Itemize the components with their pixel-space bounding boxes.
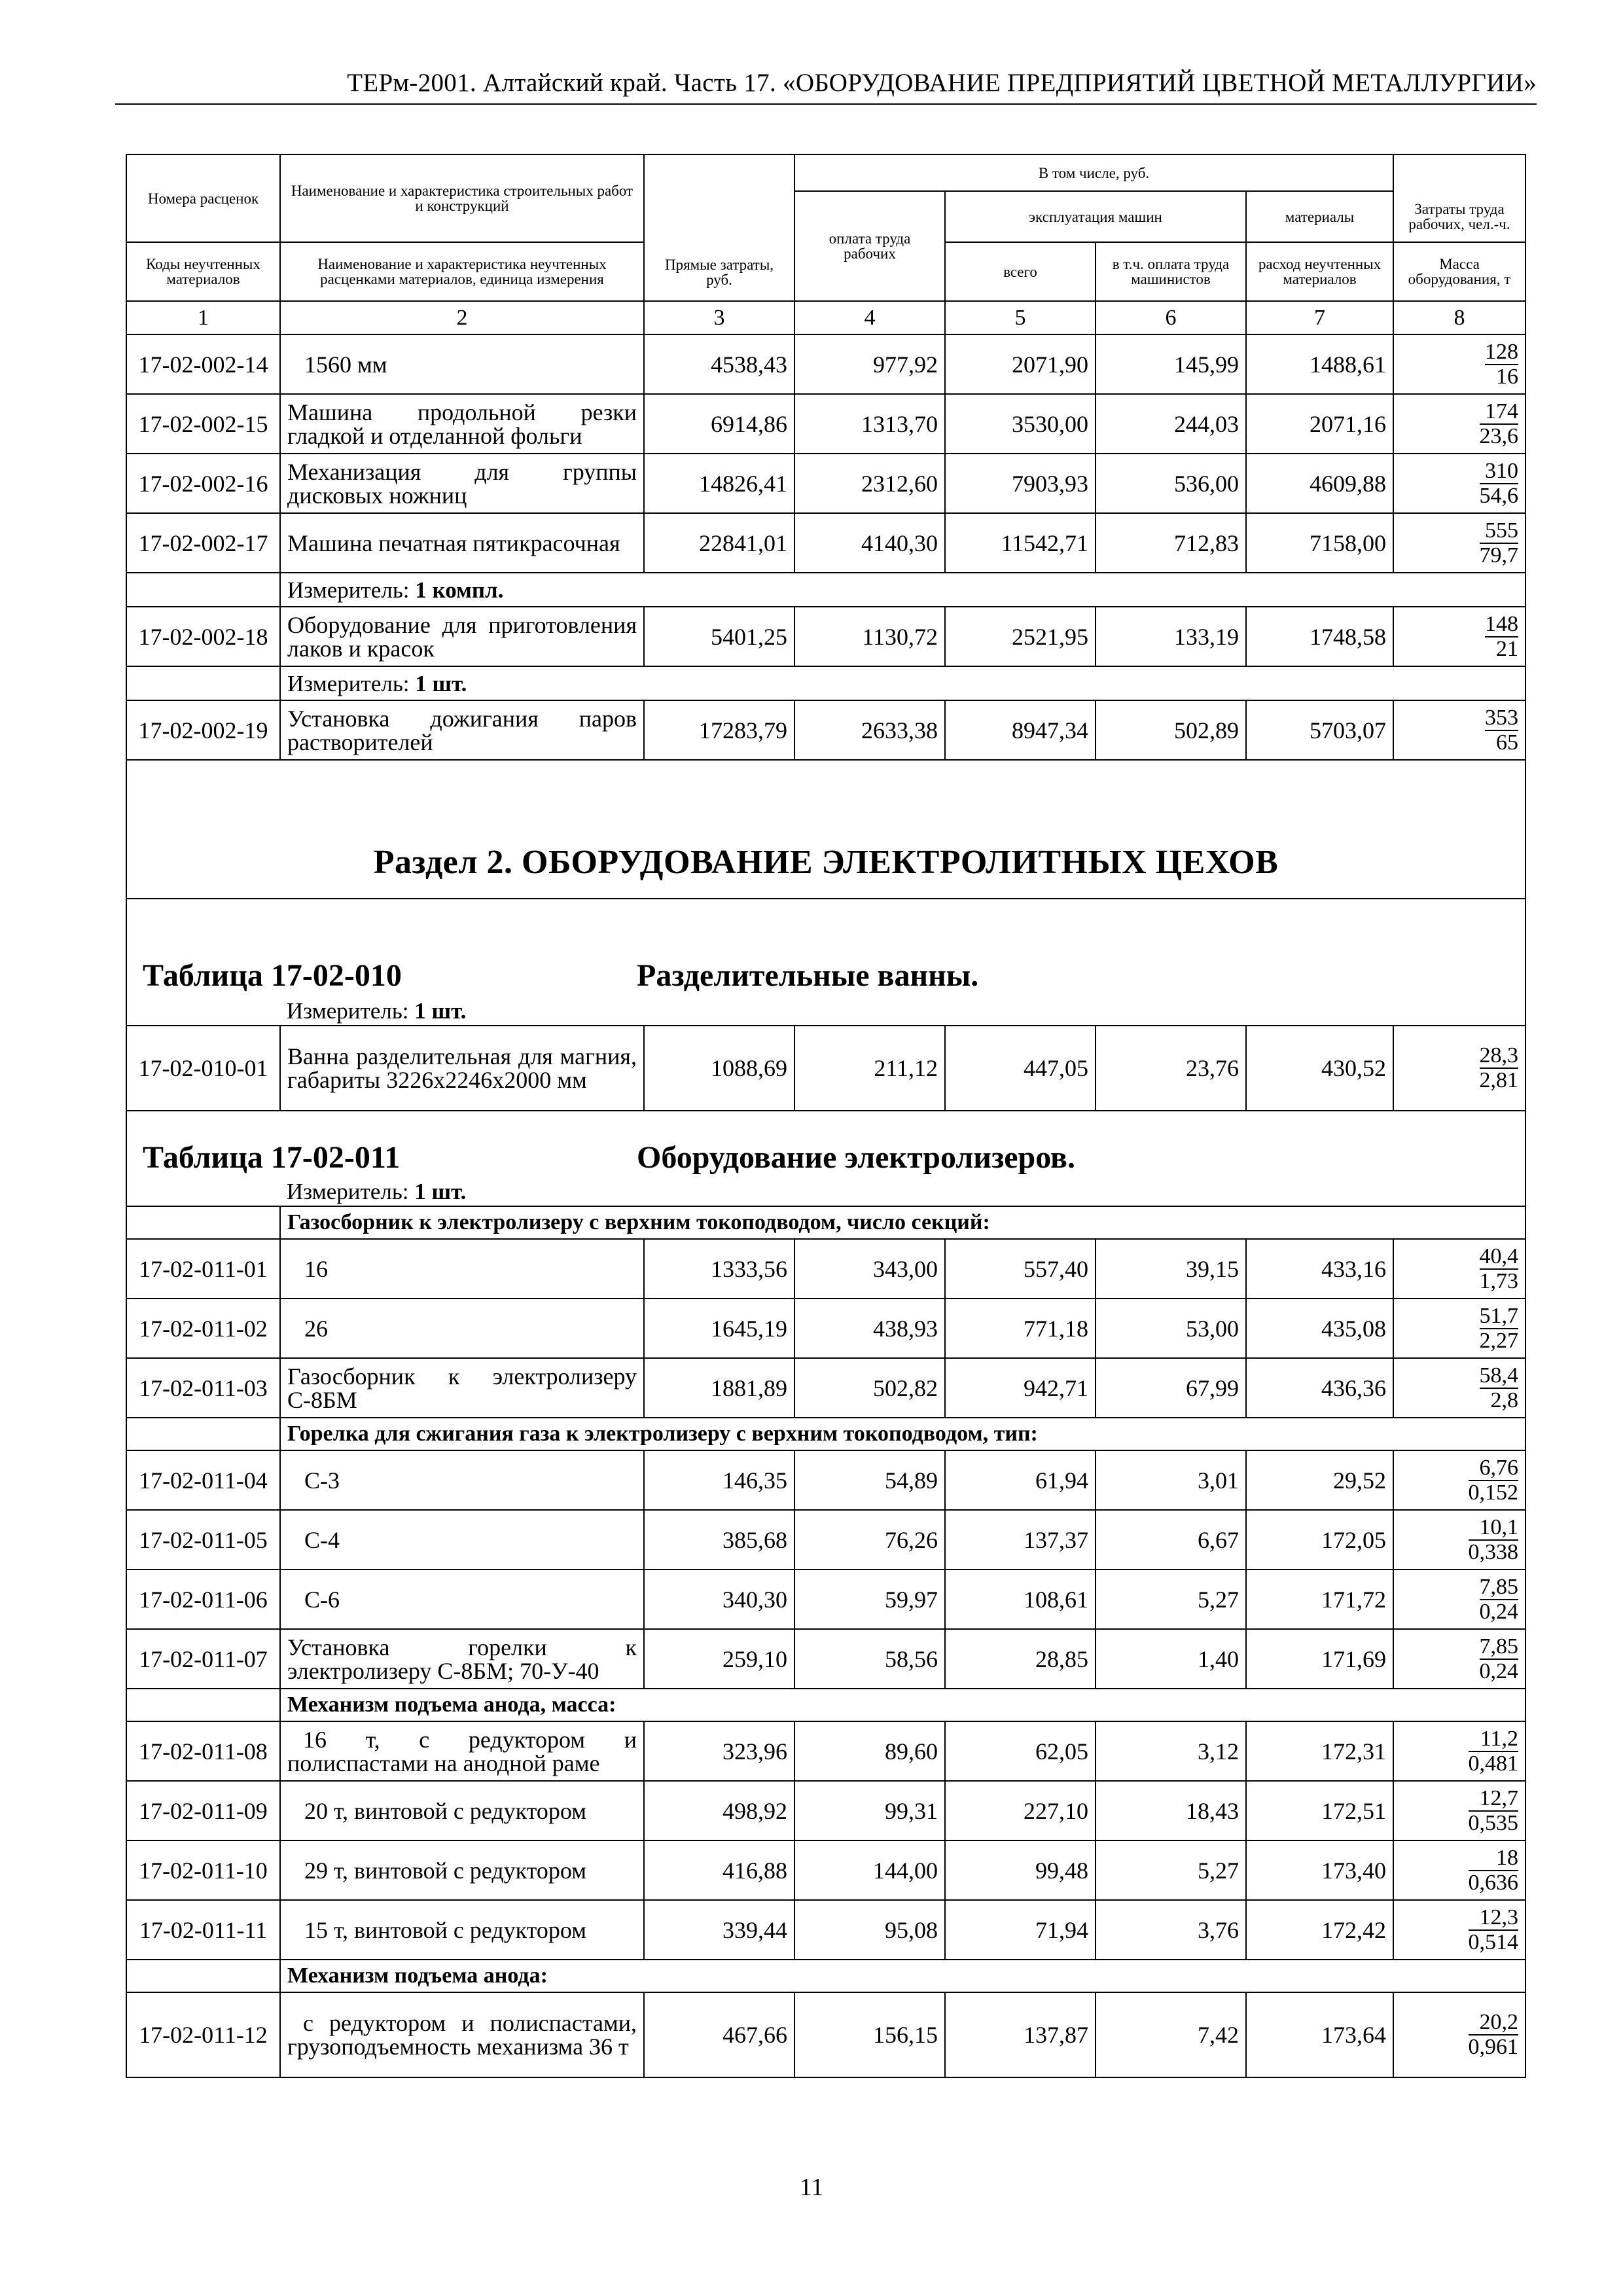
rate-name: 26 <box>280 1299 644 1358</box>
operators-cost: 53,00 <box>1096 1299 1246 1358</box>
direct-cost: 416,88 <box>644 1840 794 1900</box>
machines-cost: 2521,95 <box>945 607 1096 666</box>
equipment-mass: 0,24 <box>1479 1659 1519 1683</box>
machines-cost: 137,37 <box>945 1510 1096 1570</box>
col4-header: оплата труда рабочих <box>794 191 945 301</box>
equipment-mass: 0,535 <box>1468 1810 1519 1835</box>
empty-cell <box>126 573 280 607</box>
table-heading <box>126 1111 1525 1177</box>
labor-hours: 12,7 <box>1469 1787 1519 1812</box>
labor-hours: 10,1 <box>1469 1516 1519 1541</box>
rate-code: 17-02-011-01 <box>126 1239 280 1299</box>
measure-value: 1 шт. <box>415 670 467 696</box>
col8-header-b: Масса оборудования, т <box>1393 242 1525 301</box>
table-row <box>126 1239 1525 1299</box>
equipment-mass: 79,7 <box>1479 543 1519 567</box>
rate-name: 20 т, винтовой с редуктором <box>280 1781 644 1840</box>
measure-label: Измеритель: <box>287 1179 415 1204</box>
rate-name: 1560 мм <box>280 334 644 394</box>
labor-mass <box>1393 1450 1525 1510</box>
section-title: Раздел 2. ОБОРУДОВАНИЕ ЭЛЕКТРОЛИТНЫХ ЦЕХОВ <box>126 760 1525 899</box>
equipment-mass: 2,27 <box>1479 1328 1519 1353</box>
labor-cost: 156,15 <box>794 1992 945 2077</box>
empty-cell <box>126 1177 280 1206</box>
rate-code: 17-02-002-15 <box>126 394 280 454</box>
table-row <box>126 607 1525 666</box>
rate-code: 17-02-011-02 <box>126 1299 280 1358</box>
col-number: 6 <box>1096 301 1246 334</box>
rate-name: Машина продольной резки гладкой и отделанной фольги <box>280 394 644 454</box>
table-row <box>126 1900 1525 1960</box>
labor-hours: 148 <box>1485 611 1519 636</box>
equipment-mass: 2,81 <box>1479 1068 1519 1092</box>
labor-mass <box>1393 334 1525 394</box>
labor-hours: 7,85 <box>1479 1574 1519 1599</box>
labor-hours: 6,76 <box>1469 1457 1519 1481</box>
labor-mass <box>1393 700 1525 760</box>
rate-code: 17-02-002-18 <box>126 607 280 666</box>
labor-cost: 89,60 <box>794 1721 945 1781</box>
materials-cost: 171,69 <box>1246 1629 1393 1689</box>
machines-cost: 28,85 <box>945 1629 1096 1689</box>
labor-cost: 2633,38 <box>794 700 945 760</box>
equipment-mass: 0,481 <box>1468 1751 1519 1776</box>
machines-cost: 557,40 <box>945 1239 1096 1299</box>
labor-mass <box>1393 1900 1525 1960</box>
rate-code: 17-02-011-08 <box>126 1721 280 1781</box>
operators-cost: 3,12 <box>1096 1721 1246 1781</box>
rate-name: С-4 <box>280 1510 644 1570</box>
rate-code: 17-02-002-14 <box>126 334 280 394</box>
labor-mass <box>1393 1239 1525 1299</box>
table-row <box>126 1721 1525 1781</box>
materials-cost: 29,52 <box>1246 1450 1393 1510</box>
operators-cost: 5,27 <box>1096 1570 1246 1629</box>
table-title: Разделительные ванны. <box>637 958 979 993</box>
rates-table <box>126 154 1526 2078</box>
table-row <box>126 1629 1525 1689</box>
rate-code: 17-02-011-09 <box>126 1781 280 1840</box>
labor-mass <box>1393 394 1525 454</box>
machines-cost: 7903,93 <box>945 454 1096 513</box>
rate-code: 17-02-011-03 <box>126 1358 280 1418</box>
table-row <box>126 1840 1525 1900</box>
direct-cost: 323,96 <box>644 1721 794 1781</box>
direct-cost: 146,35 <box>644 1450 794 1510</box>
labor-hours: 11,2 <box>1469 1728 1519 1752</box>
machines-cost: 2071,90 <box>945 334 1096 394</box>
rate-name: С-6 <box>280 1570 644 1629</box>
labor-cost: 58,56 <box>794 1629 945 1689</box>
machines-cost: 71,94 <box>945 1900 1096 1960</box>
table-row <box>126 394 1525 454</box>
operators-cost: 133,19 <box>1096 607 1246 666</box>
machines-cost: 62,05 <box>945 1721 1096 1781</box>
labor-hours: 58,4 <box>1479 1363 1519 1388</box>
materials-cost: 5703,07 <box>1246 700 1393 760</box>
col8-header-top <box>1393 154 1525 191</box>
materials-header: материалы <box>1246 191 1393 242</box>
equipment-mass: 0,636 <box>1468 1870 1519 1895</box>
labor-cost: 1313,70 <box>794 394 945 454</box>
measure-label: Измеритель: <box>287 670 416 696</box>
machines-cost: 942,71 <box>945 1358 1096 1418</box>
labor-cost: 211,12 <box>794 1026 945 1111</box>
labor-mass <box>1393 1992 1525 2077</box>
operators-cost: 244,03 <box>1096 394 1246 454</box>
col2-header-b: Наименование и характеристика неучтенных расценками материалов, единица измерения <box>280 242 644 301</box>
col8-header-a: Затраты труда рабочих, чел.-ч. <box>1393 191 1525 242</box>
direct-cost: 385,68 <box>644 1510 794 1570</box>
table-row <box>126 1358 1525 1418</box>
labor-cost: 502,82 <box>794 1358 945 1418</box>
rate-name: Установка горелки к электролизеру С-8БМ; 70-У-40 <box>280 1629 644 1689</box>
materials-cost: 2071,16 <box>1246 394 1393 454</box>
labor-mass <box>1393 1299 1525 1358</box>
rate-code: 17-02-011-10 <box>126 1840 280 1900</box>
rate-code: 17-02-011-05 <box>126 1510 280 1570</box>
rate-name: Оборудование для приготовления лаков и красок <box>280 607 644 666</box>
operators-cost: 5,27 <box>1096 1840 1246 1900</box>
labor-mass <box>1393 1570 1525 1629</box>
direct-cost: 1645,19 <box>644 1299 794 1358</box>
operators-cost: 502,89 <box>1096 700 1246 760</box>
labor-hours: 12,3 <box>1469 1907 1519 1931</box>
col-number: 8 <box>1393 301 1525 334</box>
equipment-mass: 21 <box>1496 636 1519 661</box>
col5-header: всего <box>945 242 1096 301</box>
labor-hours: 51,7 <box>1479 1303 1519 1328</box>
table-row <box>126 700 1525 760</box>
col1-header-b: Коды неучтенных материалов <box>126 242 280 301</box>
labor-mass <box>1393 607 1525 666</box>
rate-name: Ванна разделительная для магния, габариты 3226х2246х2000 мм <box>280 1026 644 1111</box>
operators-cost: 3,76 <box>1096 1900 1246 1960</box>
direct-cost: 467,66 <box>644 1992 794 2077</box>
direct-cost: 17283,79 <box>644 700 794 760</box>
measure-label: Измеритель: <box>287 577 416 603</box>
rate-code: 17-02-011-04 <box>126 1450 280 1510</box>
labor-hours: 7,85 <box>1479 1634 1519 1659</box>
machines-cost: 11542,71 <box>945 513 1096 573</box>
operators-cost: 18,43 <box>1096 1781 1246 1840</box>
labor-hours: 555 <box>1480 520 1519 544</box>
operators-cost: 67,99 <box>1096 1358 1246 1418</box>
labor-mass <box>1393 1629 1525 1689</box>
labor-mass <box>1393 1840 1525 1900</box>
labor-cost: 99,31 <box>794 1781 945 1840</box>
direct-cost: 1333,56 <box>644 1239 794 1299</box>
materials-cost: 173,40 <box>1246 1840 1393 1900</box>
rate-name: Машина печатная пятикрасочная <box>280 513 644 573</box>
direct-cost: 340,30 <box>644 1570 794 1629</box>
equipment-mass: 0,514 <box>1468 1929 1519 1954</box>
measure-row <box>280 1177 1525 1206</box>
empty-cell <box>126 1418 280 1450</box>
subgroup-title: Механизм подъема анода: <box>280 1960 1525 1992</box>
labor-mass <box>1393 1721 1525 1781</box>
machines-header: эксплуатация машин <box>945 191 1246 242</box>
labor-cost: 4140,30 <box>794 513 945 573</box>
col-number: 7 <box>1246 301 1393 334</box>
rate-code: 17-02-011-06 <box>126 1570 280 1629</box>
rate-code: 17-02-011-11 <box>126 1900 280 1960</box>
labor-cost: 438,93 <box>794 1299 945 1358</box>
table-row <box>126 1299 1525 1358</box>
measure-value: 1 шт. <box>414 1179 467 1204</box>
materials-cost: 172,05 <box>1246 1510 1393 1570</box>
empty-cell <box>126 1206 280 1239</box>
labor-mass <box>1393 454 1525 513</box>
operators-cost: 1,40 <box>1096 1629 1246 1689</box>
measure-label: Измеритель: <box>287 998 415 1024</box>
rate-name: 16 <box>280 1239 644 1299</box>
subgroup-title: Горелка для сжигания газа к электролизеру с верхним токоподводом, тип: <box>280 1418 1525 1450</box>
materials-cost: 172,51 <box>1246 1781 1393 1840</box>
labor-cost: 76,26 <box>794 1510 945 1570</box>
operators-cost: 7,42 <box>1096 1992 1246 2077</box>
equipment-mass: 23,6 <box>1479 423 1519 448</box>
labor-mass <box>1393 1510 1525 1570</box>
labor-mass <box>1393 1781 1525 1840</box>
table-row <box>126 1450 1525 1510</box>
direct-cost: 4538,43 <box>644 334 794 394</box>
rate-name: 15 т, винтовой с редуктором <box>280 1900 644 1960</box>
direct-cost: 6914,86 <box>644 394 794 454</box>
col-number: 1 <box>126 301 280 334</box>
machines-cost: 771,18 <box>945 1299 1096 1358</box>
rate-name: с редуктором и полиспастами, грузоподъемность механизма 36 т <box>280 1992 644 2077</box>
labor-mass <box>1393 1026 1525 1111</box>
materials-cost: 430,52 <box>1246 1026 1393 1111</box>
labor-hours: 18 <box>1469 1847 1519 1871</box>
measure-value: 1 шт. <box>414 998 467 1024</box>
equipment-mass: 65 <box>1496 730 1519 755</box>
labor-hours: 128 <box>1485 339 1519 364</box>
materials-cost: 436,36 <box>1246 1358 1393 1418</box>
rate-name: 16 т, с редуктором и полиспастами на анодной раме <box>280 1721 644 1781</box>
equipment-mass: 0,24 <box>1479 1599 1519 1624</box>
col7-header: расход неучтенных материалов <box>1246 242 1393 301</box>
col-number: 4 <box>794 301 945 334</box>
materials-cost: 172,31 <box>1246 1721 1393 1781</box>
subgroup-title: Газосборник к электролизеру с верхним токоподводом, число секций: <box>280 1206 1525 1239</box>
equipment-mass: 54,6 <box>1479 483 1519 508</box>
measure-value: 1 компл. <box>415 577 504 603</box>
machines-cost: 227,10 <box>945 1781 1096 1840</box>
rate-code: 17-02-011-07 <box>126 1629 280 1689</box>
labor-hours: 28,3 <box>1479 1043 1519 1067</box>
labor-mass <box>1393 1358 1525 1418</box>
table-row <box>126 1992 1525 2077</box>
col3-header: Прямые затраты, руб. <box>644 154 794 301</box>
empty-cell <box>126 1960 280 1992</box>
incl-header: В том числе, руб. <box>794 154 1393 191</box>
materials-cost: 173,64 <box>1246 1992 1393 2077</box>
page-number: 11 <box>799 2174 824 2201</box>
labor-hours: 40,4 <box>1479 1244 1519 1268</box>
operators-cost: 712,83 <box>1096 513 1246 573</box>
labor-cost: 343,00 <box>794 1239 945 1299</box>
operators-cost: 536,00 <box>1096 454 1246 513</box>
materials-cost: 7158,00 <box>1246 513 1393 573</box>
table-title: Оборудование электролизеров. <box>637 1140 1075 1175</box>
running-header: ТЕРм-2001. Алтайский край. Часть 17. «ОБОРУДОВАНИЕ ПРЕДПРИЯТИЙ ЦВЕТНОЙ МЕТАЛЛУРГИИ» <box>347 69 1537 97</box>
machines-cost: 8947,34 <box>945 700 1096 760</box>
direct-cost: 14826,41 <box>644 454 794 513</box>
table-heading <box>126 899 1525 997</box>
col-number: 3 <box>644 301 794 334</box>
col1-header-a: Номера расценок <box>126 154 280 242</box>
rate-name: 29 т, винтовой с редуктором <box>280 1840 644 1900</box>
machines-cost: 137,87 <box>945 1992 1096 2077</box>
operators-cost: 39,15 <box>1096 1239 1246 1299</box>
labor-cost: 977,92 <box>794 334 945 394</box>
direct-cost: 498,92 <box>644 1781 794 1840</box>
operators-cost: 23,76 <box>1096 1026 1246 1111</box>
labor-hours: 310 <box>1480 460 1519 484</box>
table-row <box>126 454 1525 513</box>
rate-code: 17-02-002-19 <box>126 700 280 760</box>
labor-cost: 95,08 <box>794 1900 945 1960</box>
materials-cost: 171,72 <box>1246 1570 1393 1629</box>
rate-code: 17-02-010-01 <box>126 1026 280 1111</box>
direct-cost: 5401,25 <box>644 607 794 666</box>
empty-cell <box>126 666 280 700</box>
labor-cost: 2312,60 <box>794 454 945 513</box>
machines-cost: 99,48 <box>945 1840 1096 1900</box>
labor-cost: 59,97 <box>794 1570 945 1629</box>
rate-name: Установка дожигания паров растворителей <box>280 700 644 760</box>
materials-cost: 1488,61 <box>1246 334 1393 394</box>
labor-cost: 54,89 <box>794 1450 945 1510</box>
equipment-mass: 16 <box>1496 364 1519 389</box>
materials-cost: 435,08 <box>1246 1299 1393 1358</box>
equipment-mass: 0,961 <box>1468 2035 1519 2059</box>
col6-header: в т.ч. оплата труда машинистов <box>1096 242 1246 301</box>
rate-name: Механизация для группы дисковых ножниц <box>280 454 644 513</box>
measure-row <box>280 997 1525 1026</box>
rate-name: Газосборник к электролизеру С-8БМ <box>280 1358 644 1418</box>
empty-cell <box>126 997 280 1026</box>
direct-cost: 22841,01 <box>644 513 794 573</box>
labor-cost: 144,00 <box>794 1840 945 1900</box>
labor-hours: 20,2 <box>1469 2011 1519 2036</box>
rate-name: С-3 <box>280 1450 644 1510</box>
table-row <box>126 1026 1525 1111</box>
direct-cost: 1088,69 <box>644 1026 794 1111</box>
direct-cost: 339,44 <box>644 1900 794 1960</box>
materials-cost: 1748,58 <box>1246 607 1393 666</box>
machines-cost: 108,61 <box>945 1570 1096 1629</box>
col-number: 5 <box>945 301 1096 334</box>
machines-cost: 3530,00 <box>945 394 1096 454</box>
labor-hours: 353 <box>1485 705 1519 730</box>
table-row <box>126 513 1525 573</box>
header-rule <box>115 103 1537 105</box>
col-number: 2 <box>280 301 644 334</box>
labor-mass <box>1393 513 1525 573</box>
materials-cost: 172,42 <box>1246 1900 1393 1960</box>
table-row <box>126 1781 1525 1840</box>
col2-header-a: Наименование и характеристика строительных работ и конструкций <box>280 154 644 242</box>
rate-code: 17-02-002-17 <box>126 513 280 573</box>
subgroup-title: Механизм подъема анода, масса: <box>280 1689 1525 1721</box>
table-number: Таблица 17-02-010 <box>143 958 402 993</box>
direct-cost: 259,10 <box>644 1629 794 1689</box>
measure-row <box>280 666 1525 700</box>
machines-cost: 447,05 <box>945 1026 1096 1111</box>
table-row <box>126 334 1525 394</box>
equipment-mass: 0,152 <box>1468 1480 1519 1505</box>
rate-code: 17-02-011-12 <box>126 1992 280 2077</box>
measure-row <box>280 573 1525 607</box>
empty-cell <box>126 1689 280 1721</box>
direct-cost: 1881,89 <box>644 1358 794 1418</box>
rate-code: 17-02-002-16 <box>126 454 280 513</box>
table-row <box>126 1570 1525 1629</box>
table-number: Таблица 17-02-011 <box>143 1140 401 1175</box>
equipment-mass: 2,8 <box>1490 1388 1519 1412</box>
materials-cost: 433,16 <box>1246 1239 1393 1299</box>
materials-cost: 4609,88 <box>1246 454 1393 513</box>
equipment-mass: 0,338 <box>1468 1539 1519 1564</box>
labor-cost: 1130,72 <box>794 607 945 666</box>
operators-cost: 6,67 <box>1096 1510 1246 1570</box>
labor-hours: 174 <box>1480 401 1519 425</box>
operators-cost: 145,99 <box>1096 334 1246 394</box>
equipment-mass: 1,73 <box>1479 1268 1519 1293</box>
operators-cost: 3,01 <box>1096 1450 1246 1510</box>
machines-cost: 61,94 <box>945 1450 1096 1510</box>
table-row <box>126 1510 1525 1570</box>
